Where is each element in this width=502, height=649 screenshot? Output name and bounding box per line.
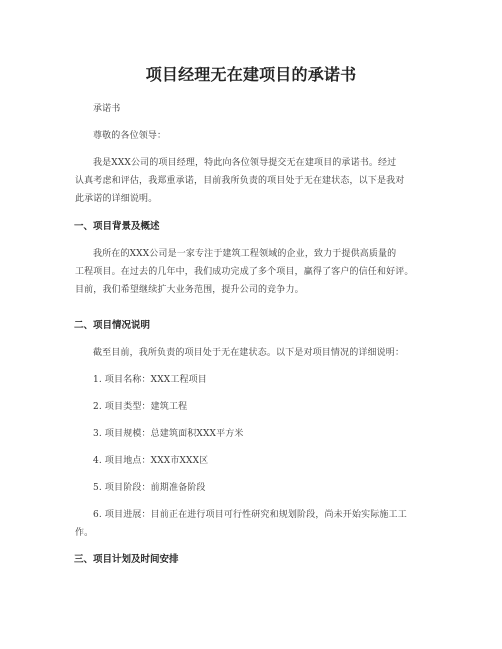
intro-line-3: 此承诺的详细说明。 [75,194,158,204]
document-title: 项目经理无在建项目的承诺书 [145,65,357,84]
list-item: 3. 项目规模：总建筑面积XXX平方米 [93,429,244,439]
intro-line-1: 我是XXX公司的项目经理，特此向各位领导提交无在建项目的承诺书。经过 [93,158,397,168]
salutation: 尊敬的各位领导： [93,131,167,141]
section-1-heading: 一、项目背景及概述 [74,221,160,232]
list-item: 2. 项目类型：建筑工程 [93,402,188,412]
section-3-heading: 三、项目计划及时间安排 [74,554,179,565]
intro-line-2: 认真考虑和评估，我郑重承诺，目前我所负责的项目处于无在建状态，以下是我对 [75,176,405,186]
section-1-line-3: 目前，我们希望继续扩大业务范围，提升公司的竞争力。 [75,285,304,295]
section-1-line-1: 我所在的XXX公司是一家专注于建筑工程领域的企业，致力于提供高质量的 [93,249,397,259]
section-2-intro: 截至目前，我所负责的项目处于无在建状态。以下是对项目情况的详细说明： [93,348,405,358]
list-item: 1. 项目名称：XXX工程项目 [93,375,207,385]
list-item: 5. 项目阶段：前期准备阶段 [93,483,206,493]
list-item: 4. 项目地点：XXX市XXX区 [93,456,209,466]
section-2-heading: 二、项目情况说明 [74,320,151,331]
section-1-line-2: 工程项目。在过去的几年中，我们成功完成了多个项目，赢得了客户的信任和好评。 [75,267,414,277]
letter-label: 承诺书 [93,104,121,114]
list-item-6-line-1: 6. 项目进展：目前正在进行项目可行性研究和规划阶段，尚未开始实际施工工 [93,510,407,520]
list-item-6-line-2: 作。 [75,528,94,538]
